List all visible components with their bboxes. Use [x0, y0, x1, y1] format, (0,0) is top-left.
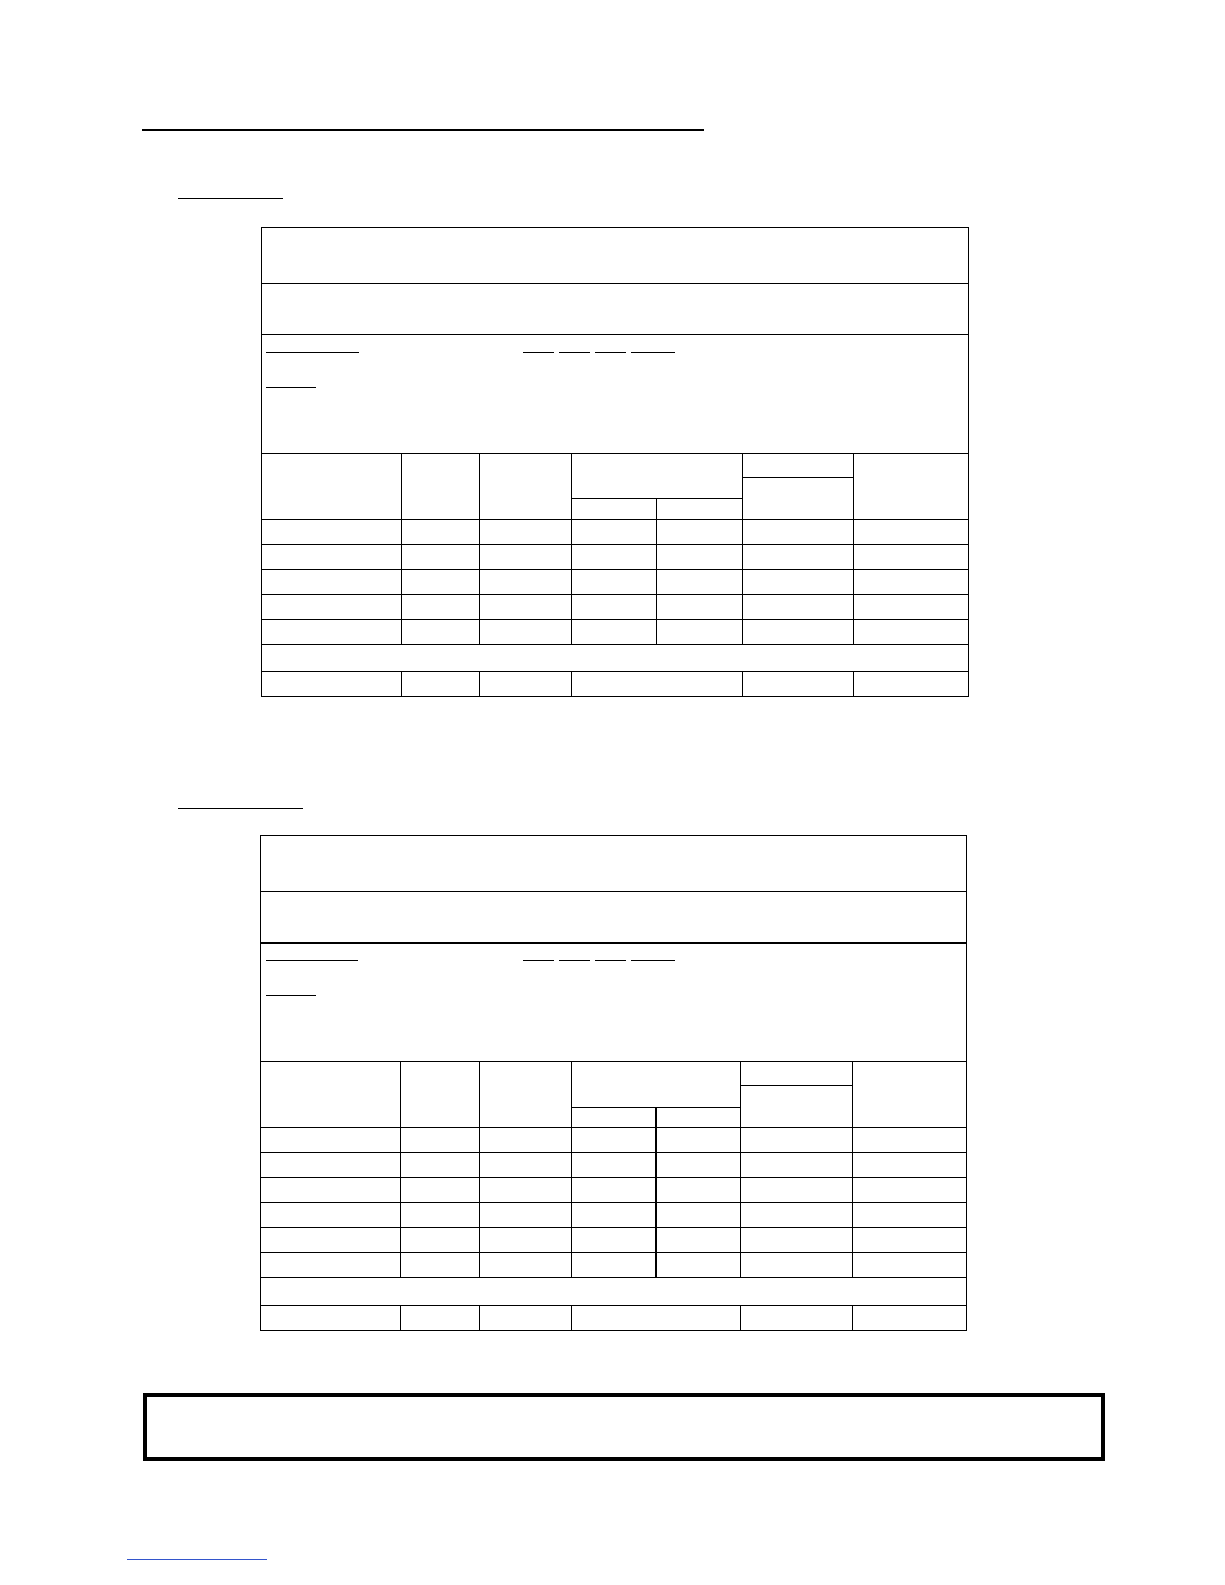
- section-1-notes-underline: [266, 387, 316, 388]
- section-1-label-underline: [178, 198, 283, 199]
- section-2-notes-underline: [266, 995, 316, 996]
- footer-notice-box: [143, 1393, 1105, 1461]
- footer-link-underline[interactable]: [127, 1559, 267, 1560]
- section-2-field-underline: [266, 960, 358, 961]
- page-title-underline: [142, 129, 704, 131]
- section-1-field-underline: [266, 352, 359, 353]
- section-2-label-underline: [178, 808, 303, 809]
